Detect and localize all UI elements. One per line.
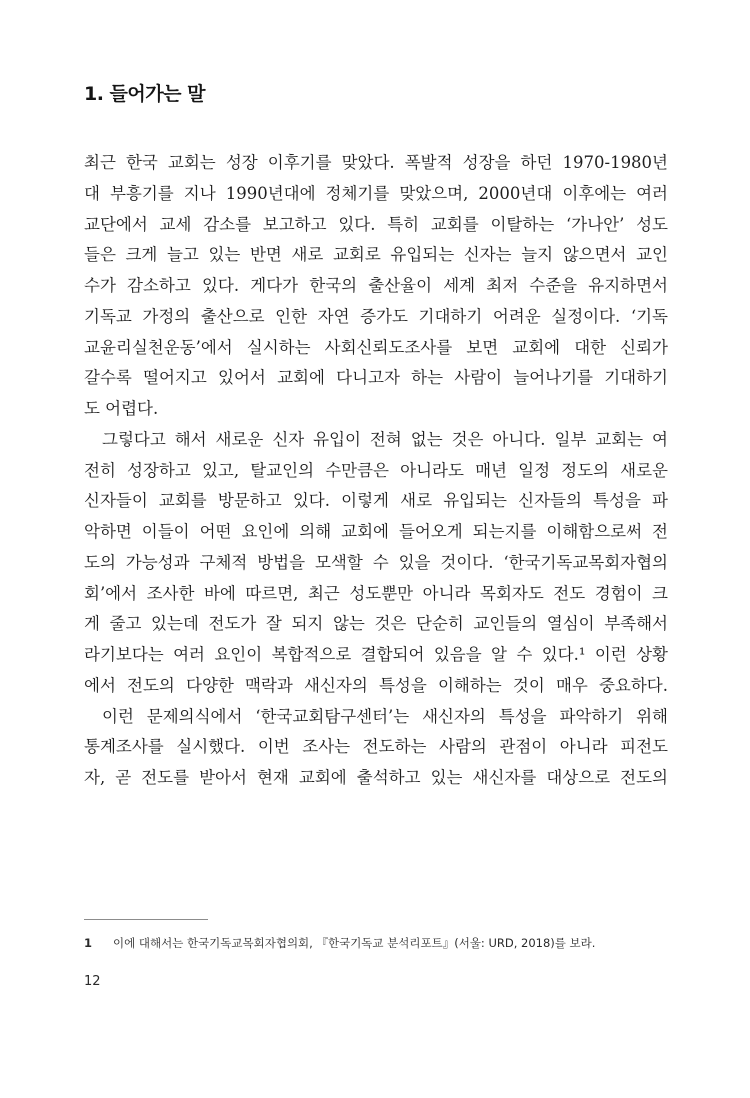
paragraph-line: 최근 한국 교회는 성장 이후기를 맞았다. 폭발적 성장을 하던 1970-1980년	[84, 153, 668, 172]
paragraph-line: 들은 크게 늘고 있는 반면 새로 교회로 유입되는 신자는 늘지 않으면서 교인	[84, 245, 668, 265]
footnote-text: 이에 대해서는 한국기독교목회자협의회, 『한국기독교 분석리포트』(서울: URD, 2018)를 보라.	[113, 936, 596, 950]
paragraph-1	[84, 148, 668, 425]
paragraph-line: 그렇다고 해서 새로운 신자 유입이 전혀 없는 것은 아니다. 일부 교회는 여	[102, 429, 668, 449]
paragraph-line: 게 줄고 있는데 전도가 잘 되지 않는 것은 단순히 교인들의 열심이 부족해서	[84, 614, 668, 634]
paragraph-line: 전히 성장하고 있고, 탈교인의 수만큼은 아니라도 매년 일정 정도의 새로운	[84, 460, 668, 480]
paragraph-2	[84, 425, 668, 702]
paragraph-line: 회’에서 조사한 바에 따르면, 최근 성도뿐만 아니라 목회자도 전도 경험이 크	[84, 583, 668, 603]
paragraph-line: 도의 가능성과 구체적 방법을 모색할 수 있을 것이다. ‘한국기독교목회자협의	[84, 552, 668, 572]
footnote	[84, 935, 595, 951]
paragraph-line: 수가 감소하고 있다. 게다가 한국의 출산율이 세계 최저 수준을 유지하면서	[84, 276, 668, 295]
footnote-divider	[84, 919, 208, 920]
page-number: 12	[84, 974, 101, 989]
paragraph-line: 갈수록 떨어지고 있어서 교회에 다니고자 하는 사람이 늘어나기를 기대하기	[84, 368, 668, 388]
paragraph-line: 신자들이 교회를 방문하고 있다. 이렇게 새로 유입되는 신자들의 특성을 파	[84, 491, 668, 511]
paragraph-line: 도 어렵다.	[84, 399, 159, 418]
section-heading: 1. 들어가는 말	[84, 83, 205, 105]
paragraph-line: 교단에서 교세 감소를 보고하고 있다. 특히 교회를 이탈하는 ‘가나안’ 성도	[84, 214, 668, 234]
paragraph-line: 에서 전도의 다양한 맥락과 새신자의 특성을 이해하는 것이 매우 중요하다.	[84, 675, 668, 695]
paragraph-line: 통계조사를 실시했다. 이번 조사는 전도하는 사람의 관점이 아니라 피전도	[84, 737, 668, 757]
paragraph-line: 기독교 가정의 출산으로 인한 자연 증가도 기대하기 어려운 실정이다. ‘기독	[84, 306, 668, 326]
paragraph-line: 이런 문제의식에서 ‘한국교회탐구센터’는 새신자의 특성을 파악하기 위해	[102, 706, 668, 726]
paragraph-line: 교윤리실천운동’에서 실시하는 사회신뢰도조사를 보면 교회에 대한 신뢰가	[84, 337, 668, 357]
paragraph-line: 악하면 이들이 어떤 요인에 의해 교회에 들어오게 되는지를 이해함으로써 전	[84, 522, 668, 541]
paragraph-line: 자, 곧 전도를 받아서 현재 교회에 출석하고 있는 새신자를 대상으로 전도의	[84, 768, 668, 787]
footnote-number: 1	[84, 936, 93, 950]
paragraph-line: 라기보다는 여러 요인이 복합적으로 결합되어 있음을 알 수 있다.¹ 이런 상황	[84, 645, 668, 664]
paragraph-line: 대 부흥기를 지나 1990년대에 정체기를 맞았으며, 2000년대 이후에는 여러	[84, 183, 668, 203]
paragraph-3	[84, 702, 668, 794]
body-text	[84, 148, 668, 794]
